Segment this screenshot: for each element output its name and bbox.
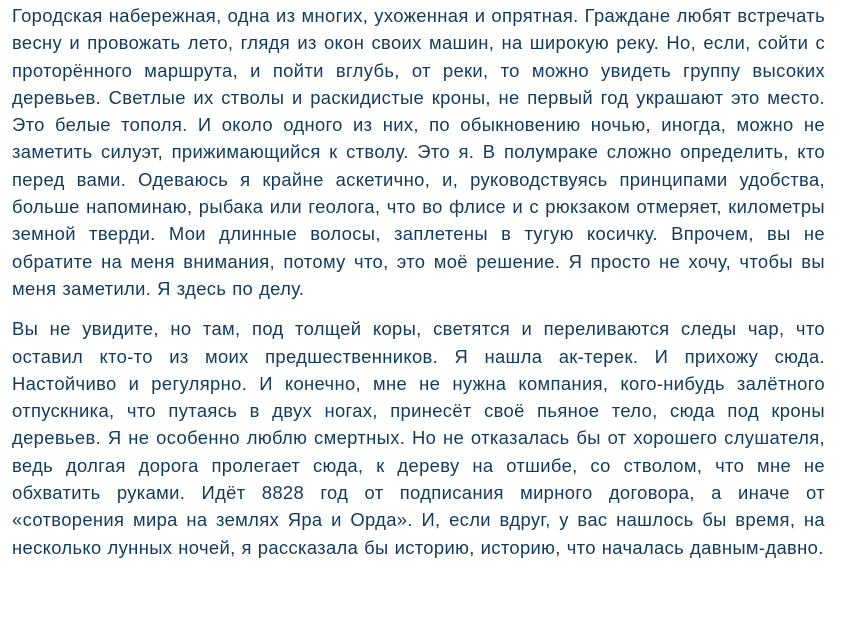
paragraph-1: Городская набережная, одна из многих, ухоженная и опрятная. Граждане любят встречать весну и провожать лето, глядя из окон своих машин, на широкую реку. Но, если, сойти с проторённого маршрута, и пойти вглубь, от реки, то можно увидеть группу высоких деревьев. Светлые их стволы и раскидистые кроны, не первый год украшают это место. Это белые тополя. И около одного из них, по обыкновению ночью, иногда, можно не заметить силуэт, прижимающийся к стволу. Это я. В полумраке сложно определить, кто перед вами. Одеваюсь я крайне аскетично, и, руководствуясь принципами удобства, больше напоминаю, рыбака или геолога, что во флисе и с рюкзаком отмеряет, километры земной тверди. Мои длинные волосы, заплетены в тугую косичку. Впрочем, вы не обратите на меня внимания, потому что, это моё решение. Я просто не хочу, чтобы вы меня заметили. Я здесь по делу. xyxy=(12,5,825,299)
paragraph-2: Вы не увидите, но там, под толщей коры, светятся и переливаются следы чар, что оставил кто-то из моих предшественников. Я нашла ак-терек. И прихожу сюда. Настойчиво и регулярно. И конечно, мне не нужна компания, кого-нибудь залётного отпускника, что путаясь в двух ногах, принесёт своё пьяное тело, сюда под кроны деревьев. Я не особенно люблю смертных. Но не отказалась бы от хорошего слушателя, ведь долгая дорога пролегает сюда, к дереву на отшибе, со стволом, что мне не обхватить руками. Идёт 8828 год от подписания мирного договора, а иначе от «сотворения мира на землях Яра и Орда». И, если вдруг, у вас нашлось бы время, на несколько лунных ночей, я рассказала бы историю, историю, что началась давным-давно. xyxy=(12,318,825,558)
document-body xyxy=(12,2,825,561)
